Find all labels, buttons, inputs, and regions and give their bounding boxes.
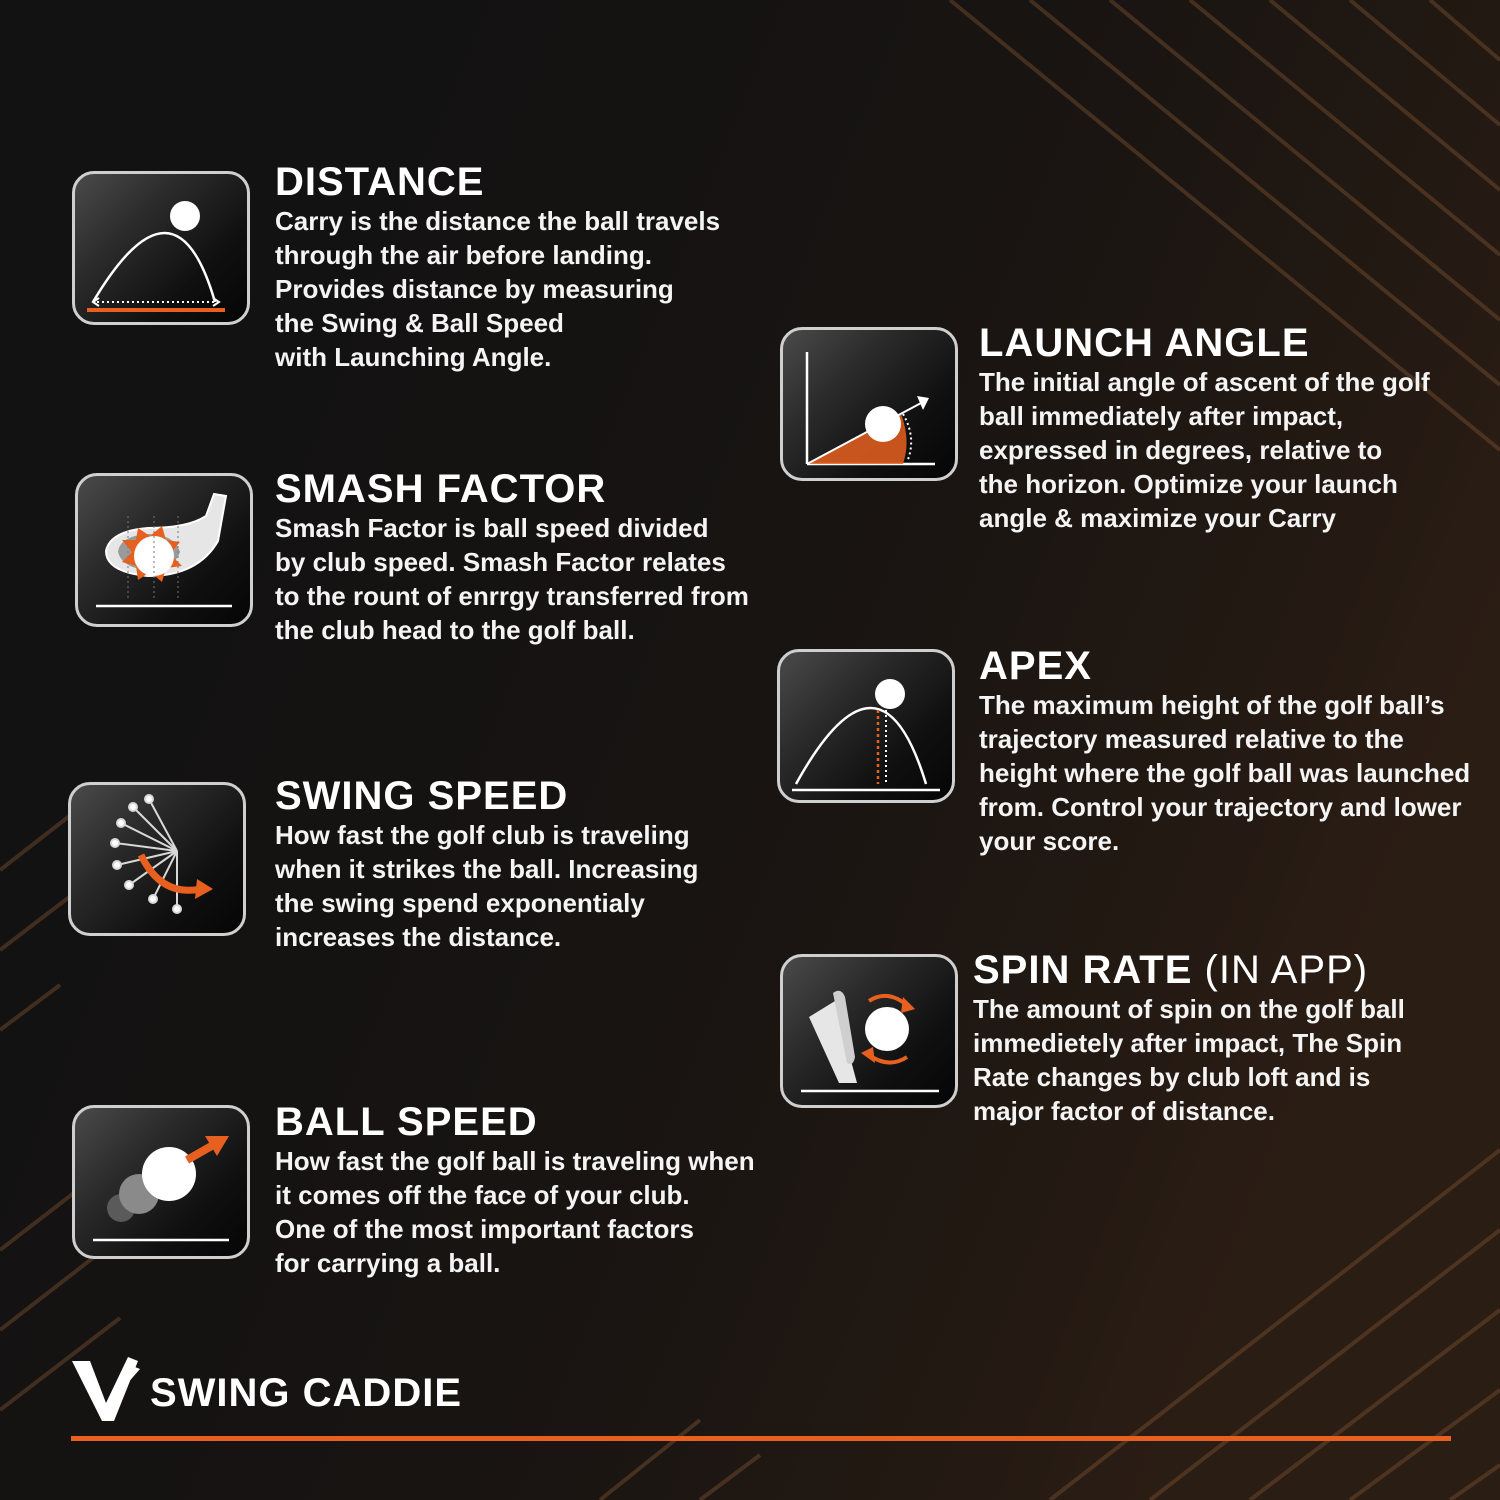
apex-desc-line: trajectory measured relative to the: [979, 724, 1404, 754]
apex-desc-line: from. Control your trajectory and lower: [979, 792, 1462, 822]
ball-speed-desc-line: it comes off the face of your club.: [275, 1180, 690, 1210]
ball-speed-title: BALL SPEED: [275, 1100, 538, 1144]
spin-rate-title-suffix: (IN APP): [1204, 948, 1369, 992]
smash-factor-desc-line: by club speed. Smash Factor relates: [275, 547, 726, 577]
carry-distance-icon: [72, 171, 250, 325]
apex-title: APEX: [979, 644, 1092, 688]
spin-rate-title-main: SPIN RATE: [973, 948, 1193, 992]
swing-speed-desc-line: How fast the golf club is traveling: [275, 820, 690, 850]
swing-speed-desc-line: increases the distance.: [275, 922, 562, 952]
distance-desc-line: through the air before landing.: [275, 240, 652, 270]
smash-factor-desc-line: to the rount of enrrgy transferred from: [275, 581, 749, 611]
apex-height-icon: [777, 649, 955, 803]
ball-speed-desc-line: One of the most important factors: [275, 1214, 694, 1244]
launch-angle-desc-line: ball immediately after impact,: [979, 401, 1344, 431]
spin-rate-title: [973, 948, 1473, 992]
brand-name: SWING CADDIE: [150, 1371, 462, 1415]
distance-desc-line: Carry is the distance the ball travels: [275, 206, 721, 236]
ball-speed-desc-line: How fast the golf ball is traveling when: [275, 1146, 755, 1176]
footer-accent-line: [71, 1436, 1451, 1441]
swing-caddie-logo-icon: [70, 1355, 142, 1425]
launch-angle-icon: [780, 327, 958, 481]
launch-angle-desc-line: angle & maximize your Carry: [979, 503, 1336, 533]
ball-speed-desc-line: for carrying a ball.: [275, 1248, 501, 1278]
distance-title: DISTANCE: [275, 160, 485, 204]
launch-angle-desc-line: the horizon. Optimize your launch: [979, 469, 1398, 499]
club-impact-icon: [75, 473, 253, 627]
swing-speed-desc-line: when it strikes the ball. Increasing: [275, 854, 699, 884]
launch-angle-desc-line: expressed in degrees, relative to: [979, 435, 1383, 465]
swing-speed-title: SWING SPEED: [275, 774, 569, 818]
smash-factor-desc-line: Smash Factor is ball speed divided: [275, 513, 709, 543]
spin-rate-desc-line: The amount of spin on the golf ball: [973, 994, 1405, 1024]
apex-desc-line: your score.: [979, 826, 1120, 856]
spin-rate-icon: [780, 954, 958, 1108]
launch-angle-desc-line: The initial angle of ascent of the golf: [979, 367, 1430, 397]
distance-desc-line: with Launching Angle.: [275, 342, 552, 372]
distance-desc-line: the Swing & Ball Speed: [275, 308, 564, 338]
spin-rate-desc-line: major factor of distance.: [973, 1096, 1275, 1126]
distance-desc-line: Provides distance by measuring: [275, 274, 674, 304]
launch-angle-title: LAUNCH ANGLE: [979, 321, 1310, 365]
spin-rate-desc-line: Rate changes by club loft and is: [973, 1062, 1371, 1092]
smash-factor-title: SMASH FACTOR: [275, 467, 607, 511]
spin-rate-desc-line: immedietely after impact, The Spin: [973, 1028, 1403, 1058]
apex-desc-line: height where the golf ball was launched: [979, 758, 1471, 788]
smash-factor-desc-line: the club head to the golf ball.: [275, 615, 635, 645]
apex-desc-line: The maximum height of the golf ball’s: [979, 690, 1445, 720]
ball-motion-icon: [72, 1105, 250, 1259]
swing-arc-icon: [68, 782, 246, 936]
swing-speed-desc-line: the swing spend exponentialy: [275, 888, 645, 918]
